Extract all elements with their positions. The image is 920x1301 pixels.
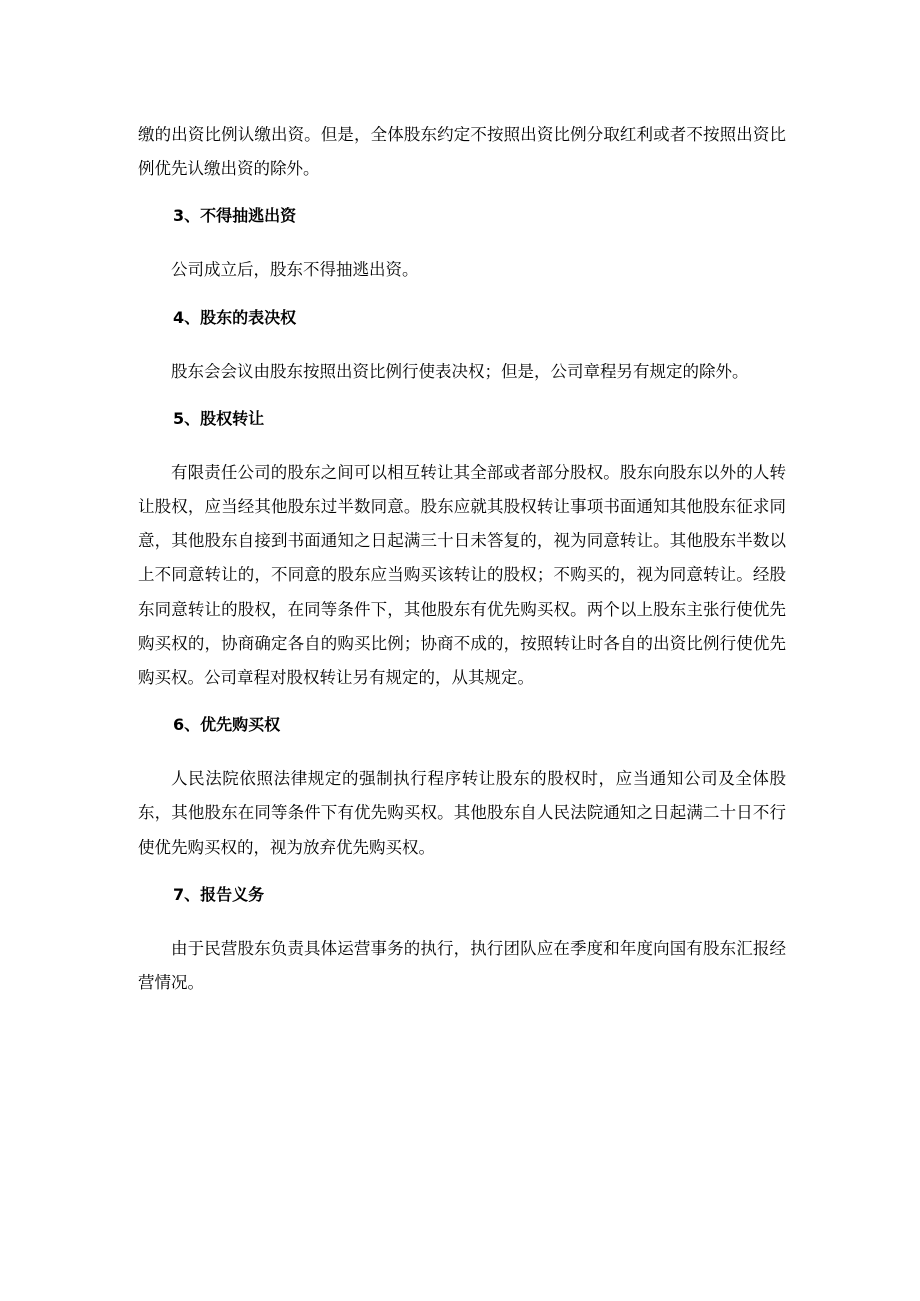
heading-preemptive-right: 6、优先购买权 <box>173 715 281 735</box>
paragraph-capital-contribution-continuation: 缴的出资比例认缴出资。但是，全体股东约定不按照出资比例分取红利或者不按照出资比例优先认缴出资的除外。 <box>138 125 786 179</box>
paragraph-preemptive-right: 人民法院依照法律规定的强制执行程序转让股东的股权时，应当通知公司及全体股东，其他股东在同等条件下有优先购买权。其他股东自人民法院通知之日起满二十日不行使优先购买权的，视为放弃优先购买权。 <box>138 769 786 857</box>
paragraph-reporting-obligation: 由于民营股东负责具体运营事务的执行，执行团队应在季度和年度向国有股东汇报经营情况。 <box>138 938 786 993</box>
paragraph-voting-rights: 股东会会议由股东按照出资比例行使表决权；但是，公司章程另有规定的除外。 <box>171 361 749 381</box>
heading-voting-rights: 4、股东的表决权 <box>173 307 297 327</box>
heading-equity-transfer: 5、股权转让 <box>173 408 265 428</box>
paragraph-no-capital-withdrawal: 公司成立后，股东不得抽逃出资。 <box>171 260 419 280</box>
document-body <box>138 118 786 1000</box>
heading-reporting-obligation: 7、报告义务 <box>173 884 265 904</box>
heading-no-capital-withdrawal: 3、不得抽逃出资 <box>173 206 297 226</box>
paragraph-equity-transfer: 有限责任公司的股东之间可以相互转让其全部或者部分股权。股东向股东以外的人转让股权，应当经其他股东过半数同意。股东应就其股权转让事项书面通知其他股东征求同意，其他股东自接到书面通知之日起满三十日未答复的，视为同意转让。其他股东半数以上不同意转让的，不同意的股东应当购买该转让的股权；不购买的，视为同意转让。经股东同意转让的股权，在同等条件下，其他股东有优先购买权。两个以上股东主张行使优先购买权的，协商确定各自的购买比例；协商不成的，按照转让时各自的出资比例行使优先购买权。公司章程对股权转让另有规定的，从其规定。 <box>138 462 786 688</box>
